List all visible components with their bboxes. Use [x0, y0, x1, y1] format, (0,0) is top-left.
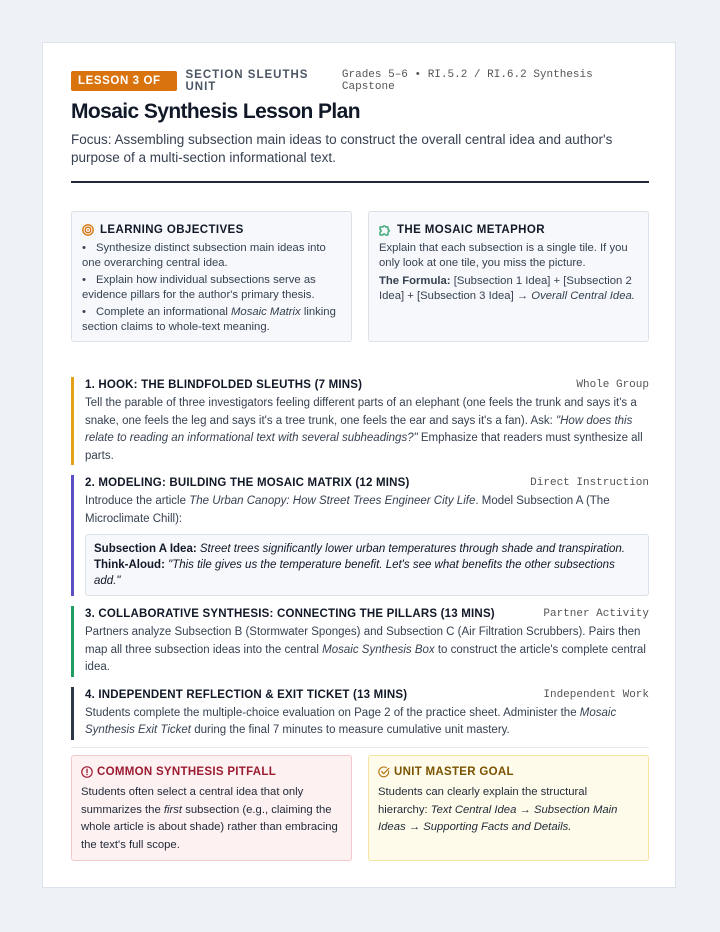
step-body: [85, 624, 649, 677]
formula-body: [Subsection 1 Idea] + [Subsection 2 Idea] + [Subsection 3 Idea] →: [379, 275, 632, 302]
pitfall-body: subsection (e.g., claiming the whole article is about shade) rather than embracing the text's full scope.: [81, 803, 338, 851]
step-text: . Model Subsection A (The Microclimate Chill):: [85, 495, 610, 525]
goal-emphasis: Text Central Idea → Subsection Main Ideas → Supporting Facts and Details.: [378, 803, 618, 833]
lesson-plan-page: [42, 42, 676, 888]
step-emphasis: "How does this relate to reading an informational text with several subheadings?": [85, 414, 633, 444]
modeling-callout: [85, 534, 649, 596]
target-icon: [82, 224, 94, 236]
step-type: Independent Work: [543, 688, 649, 701]
overview-cards: [71, 211, 649, 342]
section-divider: [71, 747, 649, 748]
mosaic-metaphor-card: [368, 211, 649, 342]
goal-heading: [378, 765, 639, 779]
step-modeling: [71, 475, 649, 596]
step-text: Partners analyze Subsection B (Stormwater Sponges) and Subsection C (Air Filtration Scrubbers). Pairs then map all three subsection ideas into the central: [85, 626, 641, 656]
objectives-heading: [82, 223, 341, 237]
callout-text: Street trees significantly lower urban temperatures through shade and transpiration.: [199, 543, 625, 555]
step-emphasis: Mosaic Synthesis Box: [322, 643, 435, 656]
lesson-badge: LESSON 3 OF 3: [71, 71, 177, 91]
step-text: to construct the article's complete central idea.: [85, 643, 646, 673]
step-text: Emphasize that readers must synthesize all parts.: [85, 432, 643, 462]
step-color-bar: [71, 475, 74, 596]
metaphor-text: Explain that each subsection is a single tile. If you only look at one tile, you miss the picture.: [379, 242, 628, 269]
pitfall-text: [81, 784, 342, 854]
step-text: Introduce the article: [85, 495, 190, 507]
step-color-bar: [71, 606, 74, 677]
step-body: [85, 493, 649, 528]
step-emphasis: Mosaic Synthesis Exit Ticket: [85, 706, 617, 736]
pitfall-title: COMMON SYNTHESIS PITFALL: [97, 766, 277, 778]
callout-text: "This tile gives us the temperature benefit. Let's see what benefits the other subsections add.": [94, 559, 615, 587]
objective-text: Synthesize distinct subsection main ideas into one overarching central idea.: [82, 242, 326, 269]
pitfall-body: Students often select a central idea that only summarizes the: [81, 786, 304, 816]
step-text: Students complete the multiple-choice evaluation on Page 2 of the practice sheet. Administer the: [85, 706, 580, 719]
step-text: during the final 7 minutes to measure cumulative unit mastery.: [191, 724, 510, 736]
step-collaborative: [71, 606, 649, 677]
step-text: Tell the parable of three investigators feeling different parts of an elephant (one feels the trunk and says it's a snake, one feels the leg and says it's a tree trunk, one feels the ear and says it's a fan). Ask:: [85, 397, 637, 427]
objective-text: Complete an informational: [96, 306, 232, 318]
formula-label: The Formula:: [379, 275, 451, 287]
goal-box: [368, 755, 649, 861]
step-emphasis: The Urban Canopy: How Street Trees Engineer City Life: [189, 495, 476, 507]
page-title: Mosaic Synthesis Lesson Plan: [71, 100, 360, 123]
list-item: • Synthesize distinct subsection main ideas into one overarching central idea.: [82, 242, 326, 269]
callout-label: Subsection A Idea:: [94, 543, 197, 555]
goal-body: Students can clearly explain the structural hierarchy:: [378, 786, 588, 816]
callout-line: [94, 557, 640, 589]
puzzle-icon: [379, 224, 391, 236]
step-title: 1. HOOK: THE BLINDFOLDED SLEUTHS (7 MINS): [85, 379, 363, 391]
step-body: [85, 395, 649, 465]
step-header: [85, 475, 649, 491]
step-type: Whole Group: [576, 379, 649, 391]
learning-objectives-card: [71, 211, 352, 342]
step-header: [85, 687, 649, 703]
goal-title: UNIT MASTER GOAL: [394, 766, 514, 778]
step-title: 2. MODELING: BUILDING THE MOSAIC MATRIX (12 MINS): [85, 477, 410, 489]
metaphor-title: THE MOSAIC METAPHOR: [397, 224, 545, 236]
grades-standards: Grades 5–6 • RI.5.2 / RI.6.2 Synthesis Capstone: [341, 69, 593, 93]
step-hook: [71, 377, 649, 465]
check-circle-icon: [378, 766, 390, 778]
step-title: 4. INDEPENDENT REFLECTION & EXIT TICKET (13 MINS): [85, 688, 408, 701]
callout-line: [94, 541, 640, 557]
metaphor-heading: [379, 223, 638, 237]
alert-circle-icon: [81, 766, 93, 778]
unit-label: SECTION SLEUTHS UNIT: [185, 69, 309, 93]
header-row: [71, 69, 649, 103]
list-item: • Explain how individual subsections serve as evidence pillars for the author's primary thesis.: [82, 274, 316, 301]
pitfall-emphasis: first: [163, 803, 183, 816]
objectives-list: [82, 241, 341, 334]
step-title: 3. COLLABORATIVE SYNTHESIS: CONNECTING THE PILLARS (13 MINS): [85, 608, 495, 620]
step-color-bar: [71, 687, 74, 740]
objective-text: linking section claims to whole-text meaning.: [82, 306, 336, 333]
step-type: Direct Instruction: [530, 477, 649, 489]
callout-label: Think-Aloud:: [94, 559, 165, 571]
objective-text: Explain how individual subsections serve as evidence pillars for the author's primary thesis.: [82, 274, 316, 301]
pitfall-box: [71, 755, 352, 861]
formula-result: Overall Central Idea.: [531, 289, 635, 302]
focus-statement: Focus: Assembling subsection main ideas to construct the overall central idea and author's purpose of a multi-section informational text.: [71, 132, 613, 165]
goal-text: [378, 784, 639, 837]
step-type: Partner Activity: [543, 608, 649, 620]
step-header: [85, 377, 649, 393]
lesson-steps: [71, 377, 649, 750]
page-content: [71, 69, 649, 851]
objectives-title: LEARNING OBJECTIVES: [100, 224, 244, 236]
step-color-bar: [71, 377, 74, 465]
pitfall-heading: [81, 765, 342, 779]
step-independent: [71, 687, 649, 740]
summary-boxes: [71, 755, 649, 861]
objective-emphasis: Mosaic Matrix: [231, 306, 301, 318]
step-header: [85, 606, 649, 622]
formula-text: [379, 274, 638, 303]
list-item: • Complete an informational Mosaic Matrix linking section claims to whole-text meaning.: [82, 306, 336, 333]
step-body: [85, 705, 649, 740]
header-divider: [71, 181, 649, 183]
